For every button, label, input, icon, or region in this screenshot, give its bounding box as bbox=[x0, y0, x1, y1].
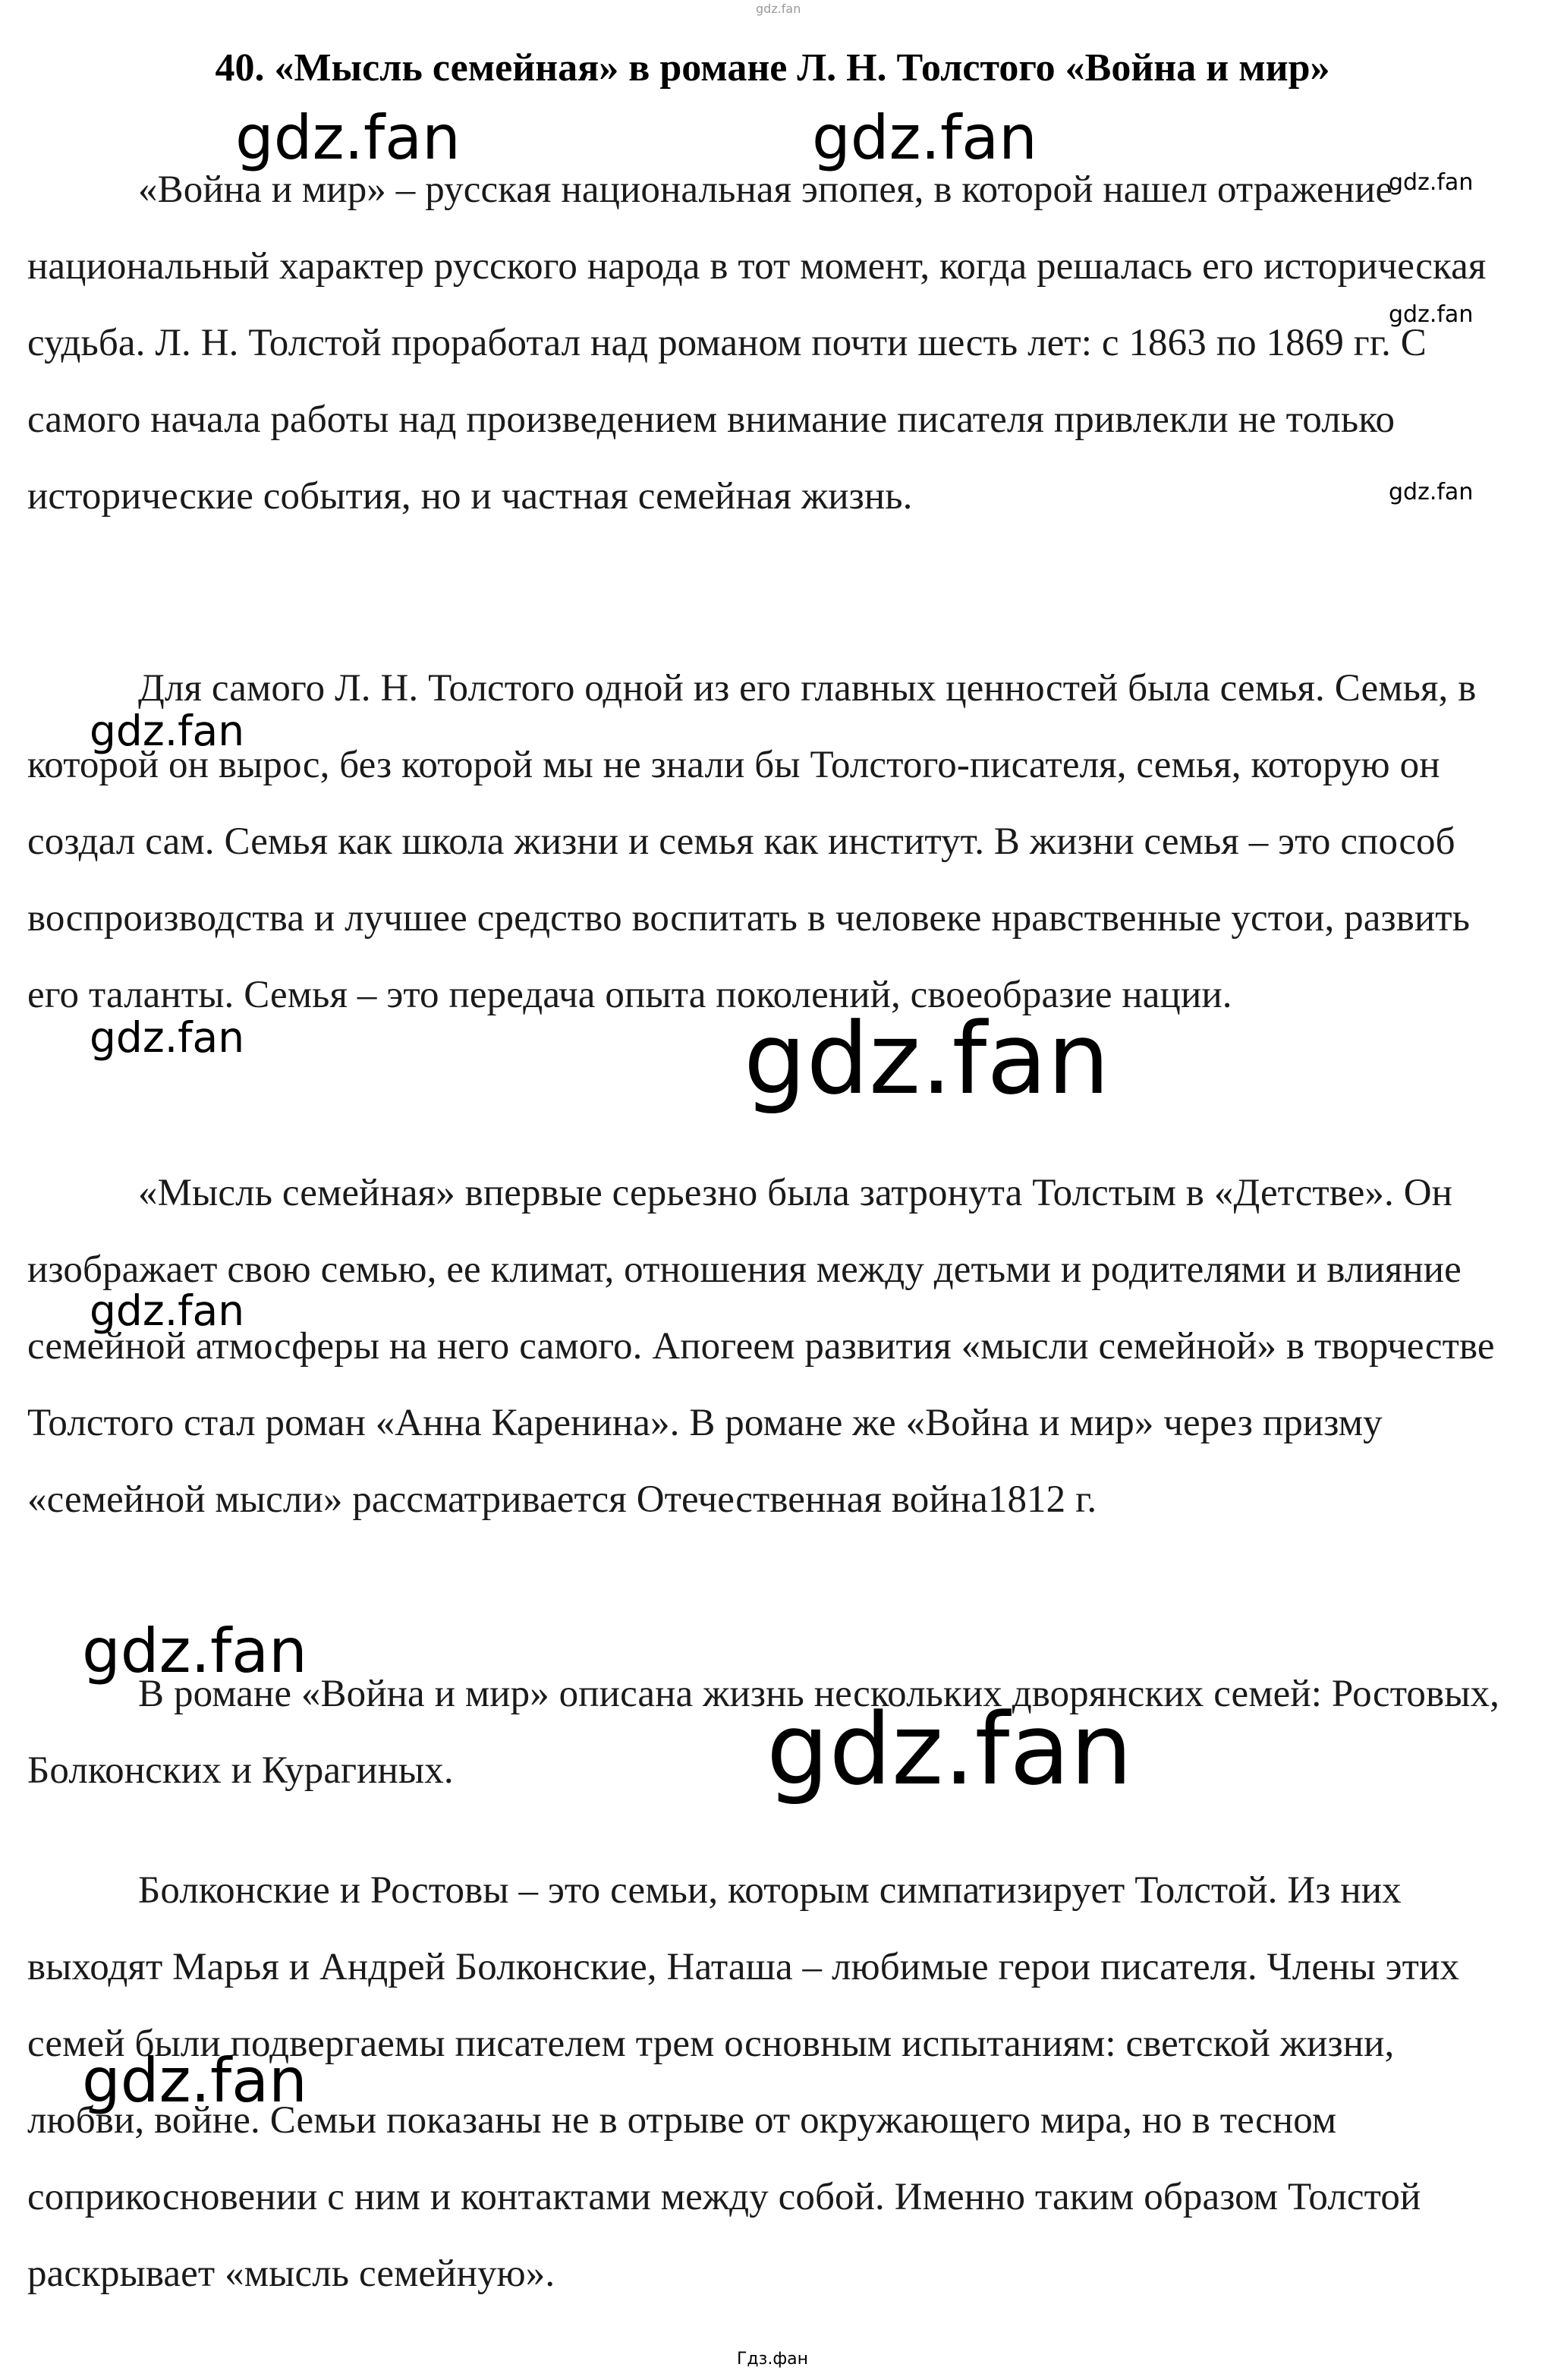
paragraph-5: Болконские и Ростовы – это семьи, которым симпатизирует Толстой. Из них выходят Марья и Андрей Болконские, Наташа – любимые герои писателя. Члены этих семей были подвергаемы писателем трем основным испытаниям: светской жизни, любви, войне. Семьи показаны не в отрыве от окружающего мира, но в тесном соприкосновении с ним и контактами между собой. Именно таким образом Толстой раскрывает «мысль семейную». bbox=[27, 1869, 1460, 2295]
paragraph-4: В романе «Война и мир» описана жизнь нескольких дворянских семей: Ростовых, Болконских и Курагиных. bbox=[27, 1673, 1500, 1792]
watermark: gdz.fan bbox=[235, 102, 461, 173]
watermark: gdz.fan bbox=[82, 2045, 307, 2116]
paragraph-2: Для самого Л. Н. Толстого одной из его главных ценностей была семья. Семья, в которой он вырос, без которой мы не знали бы Толстого-писателя, семья, которую он создал сам. Семья как школа жизни и семья как институт. В жизни семья – это способ воспроизводства и лучшее средство воспитать в человеке нравственные устои, развить его таланты. Семья – это передача опыта поколений, своеобразие нации. bbox=[27, 667, 1477, 1016]
watermark: gdz.fan bbox=[744, 1001, 1110, 1116]
watermark: gdz.fan bbox=[766, 1692, 1133, 1807]
watermark: gdz.fan bbox=[812, 102, 1037, 173]
watermark: gdz.fan bbox=[90, 1013, 245, 1062]
watermark-top: gdz.fan bbox=[756, 2, 801, 16]
paragraph-3: «Мысль семейная» впервые серьезно была затронута Толстым в «Детстве». Он изображает свою семью, ее климат, отношения между детьми и родителями и влияние семейной атмосферы на него самого. Апогеем развития «мысли семейной» в творчестве Толстого стал роман «Анна Каренина». В романе же «Война и мир» через призму «семейной мысли» рассматривается Отечественная война1812 г. bbox=[27, 1172, 1495, 1521]
watermark: gdz.fan bbox=[1389, 301, 1474, 328]
page-title: 40. «Мысль семейная» в романе Л. Н. Толстого «Война и мир» bbox=[215, 46, 1330, 90]
watermark: gdz.fan bbox=[1389, 169, 1474, 196]
footer-watermark: Гдз.фан bbox=[737, 2350, 808, 2369]
watermark: gdz.fan bbox=[1389, 479, 1474, 505]
watermark: gdz.fan bbox=[90, 1286, 245, 1335]
paragraph-1: «Война и мир» – русская национальная эпопея, в которой нашел отражение национальный характер русского народа в тот момент, когда решалась его историческая судьба. Л. Н. Толстой проработал над романом почти шесть лет: с 1863 по 1869 гг. С самого начала работы над произведением внимание писателя привлекли не только исторические события, но и частная семейная жизнь. bbox=[27, 168, 1487, 518]
watermark: gdz.fan bbox=[82, 1616, 307, 1686]
watermark: gdz.fan bbox=[90, 707, 245, 755]
